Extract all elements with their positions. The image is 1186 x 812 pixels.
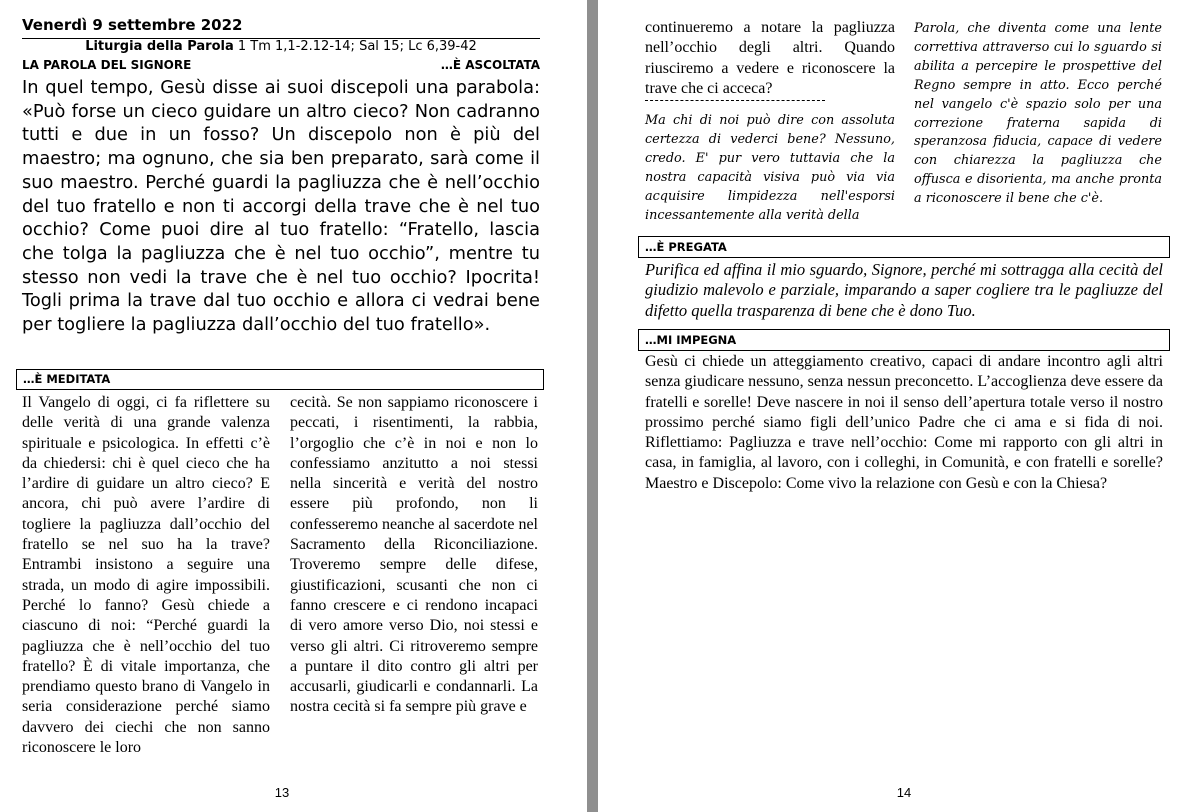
dashed-separator bbox=[645, 100, 825, 101]
prayer-text: Purifica ed affina il mio sguardo, Signore, perché mi sottragga alla cecità del giudizio malevolo e parziale, imparando a saper cogliere tra le pagliuzze del difetto quella trasparenza di bene che è dono Tuo. bbox=[645, 260, 1163, 320]
liturgy-label: Liturgia della Parola bbox=[85, 39, 234, 54]
page-number: 13 bbox=[274, 785, 290, 800]
reflection-italic-col2: Parola, che diventa come una lente correttiva attraverso cui lo sguardo si abilita a percepire le prospettive del Regno sempre in atto. Ecco perché nel vangelo c'è spazio solo per una correzione fraterna sapida di speranzosa fiducia, capace di vedere con chiarezza la pagliuzza che offusca e disorienta, ma anche pronta a riconoscere il bene che c'è. bbox=[914, 21, 1162, 207]
reflection-italic-col1: Ma chi di noi può dire con assoluta certezza di vederci bene? Nessuno, credo. E' pur vero tuttavia che la nostra capacità visiva può via via acquisire limpidezza nell'esporsi incessantemente alla verità della bbox=[645, 113, 895, 223]
meditata-column-1: Il Vangelo di oggi, ci fa riflettere su delle verità di una grande valenza spirituale e psicologica. In effetti c’è da chiedersi: chi è quel cieco che ha l’ardire di guidare un altro cieco? E ancora, chi può avere l’ardire di togliere la pagliuzza dall’occhio del fratello se nel suo ha la trave? Entrambi insistono a seguire una strada, un modo di agire impossibili. Perché lo fanno? Gesù chiede a ciascuno di noi: “Perché guardi la pagliuzza che è nell’occhio del tuo fratello? È di vitale importanza, che prendiamo questo brano di Vangelo in seria considerazione perché siamo davvero dei ciechi che non sanno riconoscere le loro bbox=[22, 394, 270, 757]
gospel-text: In quel tempo, Gesù disse ai suoi discepoli una parabola: «Può forse un cieco guidare un altro cieco? Non cadranno tutti e due in un fosso? Un discepolo non è più del maestro; ma ognuno, che sia ben preparato, sarà come il suo maestro. Perché guardi la pagliuzza che è nell’occhio del tuo fratello e non ti accorgi della trave che è nel tuo occhio? Come puoi dire al tuo fratello: “Fratello, lascia che tolga la pagliuzza che è nel tuo occhio”, mentre tu stesso non vedi la trave che è nel tuo occhio? Ipocrita! Togli prima la trave dal tuo occhio e allora ci vedrai bene per togliere la pagliuzza dall’occhio del tuo fratello». bbox=[22, 77, 540, 336]
page-13 bbox=[0, 0, 587, 812]
liturgy-refs: 1 Tm 1,1-2.12-14; Sal 15; Lc 6,39-42 bbox=[237, 39, 477, 54]
meditata-column-2: cecità. Se non sappiamo riconoscere i peccati, i risentimenti, la rabbia, l’orgoglio che c’è in noi e non lo confessiamo anzitutto a noi stessi nella sincerità e verità del nostro essere più profondo, non li confesseremo neanche al sacerdote nel Sacramento della Riconciliazione. Troveremo sempre delle difese, giustificazioni, scusanti che non ci fanno crescere e ci rendono incapaci di vero amore verso Dio, noi stessi e verso gli altri. Ci ritroveremo sempre a puntare il dito contro gli altri per accusarli, giudicarli e condannarli. La nostra cecità si fa sempre più grave e bbox=[290, 394, 538, 716]
page-14 bbox=[598, 0, 1186, 812]
pregata-heading: …È PREGATA bbox=[638, 236, 1170, 258]
page-number: 14 bbox=[896, 785, 912, 800]
section-title: LA PAROLA DEL SIGNORE bbox=[22, 58, 192, 72]
impegno-text: Gesù ci chiede un atteggiamento creativo, capaci di andare incontro agli altri senza giudicare nessuno, senza nessun preconcetto. L’accoglienza deve essere da fratelli e sorelle! Deve nascere in noi il senso dell’apertura totale verso il nostro prossimo perché siamo figli dell’unico Padre che ci ama e si fida di noi. Riflettiamo: Pagliuzza e trave nell’occhio: Come mi rapporto con gli altri in casa, in famiglia, al lavoro, con i colleghi, in Comunità, e con fratelli e sorelle? Maestro e Discepolo: Come vivo la relazione con Gesù e con la Chiesa? bbox=[645, 353, 1163, 492]
page-gutter bbox=[587, 0, 598, 812]
date-heading: Venerdì 9 settembre 2022 bbox=[22, 16, 243, 34]
meditata-heading: …È MEDITATA bbox=[16, 369, 544, 390]
impegna-heading: …MI IMPEGNA bbox=[638, 329, 1170, 351]
liturgy-line bbox=[22, 39, 540, 54]
continuation-text: continueremo a notare la pagliuzza nell’occhio degli altri. Quando riusciremo a vedere e riconoscere la trave che ci acceca? bbox=[645, 19, 895, 97]
ascoltata-label: …È ASCOLTATA bbox=[440, 58, 540, 72]
